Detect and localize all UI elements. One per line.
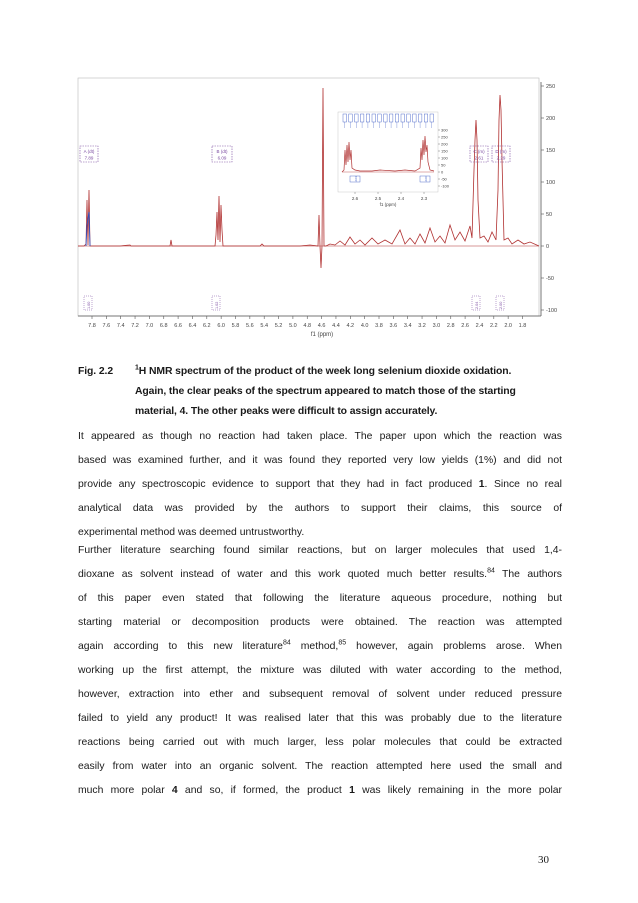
inset-y-tick-label: 100 xyxy=(441,155,448,161)
body-line: provide any spectroscopic evidence to support that they had in fact produced 1. Since no real xyxy=(78,479,562,490)
x-tick-label: 2.2 xyxy=(489,323,498,329)
body-line: of this paper even stated that following the literature aqueous procedure, nothing but xyxy=(78,593,562,604)
inset-y-tick-label: 150 xyxy=(441,148,448,154)
svg-text:1.02: 1.02 xyxy=(215,301,219,309)
x-tick-label: 7.6 xyxy=(102,323,111,329)
integral-box-c xyxy=(472,296,480,310)
inset-x-label: f1 (ppm) xyxy=(379,202,397,207)
x-tick-label: 1.8 xyxy=(518,323,527,329)
x-tick-label: 5.0 xyxy=(289,323,297,329)
x-tick-label: 3.2 xyxy=(418,323,426,329)
svg-text:C (m): C (m) xyxy=(473,149,485,154)
body-line: experimental method was deemed untrustworthy. xyxy=(78,527,305,538)
inset-x-tick-label: 2.3 xyxy=(420,196,428,201)
svg-text:A (dt): A (dt) xyxy=(83,149,95,154)
x-tick-label: 6.0 xyxy=(217,323,225,329)
svg-text:2.61: 2.61 xyxy=(474,155,484,161)
x-tick-label: 5.4 xyxy=(260,323,269,329)
inset-x-tick-label: 2.6 xyxy=(351,196,359,201)
x-tick-label: 5.2 xyxy=(274,323,283,329)
figure-label: Fig. 2.2 xyxy=(78,366,113,377)
page-number: 30 xyxy=(538,854,549,866)
svg-text:6.09: 6.09 xyxy=(217,155,227,161)
x-tick-label: 2.8 xyxy=(446,323,455,329)
body-line: however, extraction into ether and subsequent removal of solvent under reduced pressure xyxy=(78,689,562,700)
nmr-spectrum-figure xyxy=(0,0,638,340)
body-line: working up the first attempt, the mixture was diluted with water according to the method, xyxy=(78,665,562,676)
inset-y-tick-label: 250 xyxy=(441,134,448,140)
peak-label-a xyxy=(80,146,98,162)
svg-text:2.04: 2.04 xyxy=(475,301,479,309)
peak-label-d xyxy=(492,146,510,162)
caption-line-1: $^1$H NMR spectrum of the product of the week long selenium dioxide oxidation. xyxy=(135,364,512,377)
inset-y-tick-label: 200 xyxy=(441,141,448,147)
x-tick-label: 5.6 xyxy=(246,323,254,329)
body-line: reactions being carried out with much larger, less polar molecules that could be extracted xyxy=(78,737,562,748)
x-tick-label: 3.8 xyxy=(375,323,383,329)
x-tick-label: 6.8 xyxy=(159,323,168,329)
body-line: analytical data was provided by the authors to support their claims, this source of xyxy=(78,503,562,514)
inset-y-tick-label: 50 xyxy=(441,162,446,168)
x-tick-label: 2.4 xyxy=(475,323,484,329)
peak-label-c xyxy=(470,146,488,162)
x-tick-label: 5.8 xyxy=(231,323,240,329)
inset-x-axis xyxy=(352,192,428,201)
peak-label-b xyxy=(212,146,232,162)
x-tick-label: 4.4 xyxy=(332,323,340,329)
svg-text:B (dt): B (dt) xyxy=(216,149,228,154)
x-tick-label: 3.6 xyxy=(389,323,398,329)
svg-text:2.00: 2.00 xyxy=(499,301,503,309)
inset-x-tick-label: 2.5 xyxy=(374,196,382,201)
body-line: failed to yield any product! It was realised later that this was probably due to the literature xyxy=(78,713,562,724)
y-tick-label: 250 xyxy=(546,84,556,90)
y-axis-ticks xyxy=(541,84,557,314)
x-tick-label: 4.2 xyxy=(346,323,355,329)
caption-line-3: material, 4. The other peaks were difficult to assign accurately. xyxy=(135,406,438,417)
spectrum-trace xyxy=(78,88,539,268)
x-tick-label: 6.4 xyxy=(188,323,197,329)
inset-x-tick-label: 2.4 xyxy=(397,196,405,201)
plot-frame xyxy=(78,78,539,316)
x-tick-label: 7.0 xyxy=(145,323,154,329)
inset-y-tick-label: -50 xyxy=(441,176,447,182)
x-tick-label: 4.6 xyxy=(317,323,326,329)
svg-text:1.00: 1.00 xyxy=(87,301,91,309)
x-tick-label: 2.0 xyxy=(504,323,512,329)
x-tick-label: 3.4 xyxy=(403,323,412,329)
x-tick-label: 6.2 xyxy=(202,323,211,329)
x-tick-label: 7.4 xyxy=(116,323,125,329)
body-line: dioxane as solvent instead of water and this work quoted much better results.$^{84}$ The authors xyxy=(78,567,562,580)
x-tick-label: 6.6 xyxy=(174,323,182,329)
svg-text:7.89: 7.89 xyxy=(84,155,94,161)
inset-y-tick-label: 300 xyxy=(441,127,448,133)
svg-text:D (m): D (m) xyxy=(495,149,507,154)
x-tick-label: 7.8 xyxy=(88,323,96,329)
x-tick-label: 3.0 xyxy=(432,323,441,329)
inset-y-axis xyxy=(438,128,450,189)
integral-box-d xyxy=(496,296,504,310)
body-line: again according to this new literature$^{84}$ method,$^{85}$ however, again problems arose. When xyxy=(78,639,563,652)
x-axis-ticks xyxy=(88,316,526,329)
body-line: Further literature searching found similar reactions, but on larger molecules that used 1,4- xyxy=(78,545,562,556)
body-line: easily from water into an organic solvent. The reaction attempted here used the small and xyxy=(78,761,562,772)
inset-y-tick-label: 0 xyxy=(441,169,444,175)
svg-text:2.29: 2.29 xyxy=(496,155,506,161)
integral-box-a xyxy=(84,296,92,310)
y-tick-label: 150 xyxy=(546,148,556,154)
svg-text:2.04: 2.04 xyxy=(355,176,358,182)
x-tick-label: 7.2 xyxy=(131,323,139,329)
body-line: based was examined further, and it was found they reported very low yields (1%) and did not xyxy=(78,455,562,466)
y-tick-label: -50 xyxy=(546,276,554,282)
y-tick-label: 100 xyxy=(546,180,556,186)
body-line: much more polar 4 and so, if formed, the product 1 was likely remaining in the more polar xyxy=(78,785,562,796)
y-tick-label: 0 xyxy=(546,244,550,250)
caption-line-2: Again, the clear peaks of the spectrum appeared to match those of the starting xyxy=(135,386,516,397)
inset-y-tick-label: -100 xyxy=(441,183,450,189)
x-tick-label: 4.8 xyxy=(303,323,312,329)
body-line: It appeared as though no reaction had taken place. The paper upon which the reaction was xyxy=(78,431,562,442)
svg-text:2.00: 2.00 xyxy=(425,176,428,182)
x-tick-label: 4.0 xyxy=(360,323,369,329)
y-tick-label: 200 xyxy=(546,116,556,122)
y-tick-label: -100 xyxy=(546,308,558,314)
inset-expansion xyxy=(338,112,450,207)
x-axis-label: f1 (ppm) xyxy=(310,332,334,338)
integral-box-b xyxy=(212,296,220,310)
y-tick-label: 50 xyxy=(546,212,553,218)
x-tick-label: 2.6 xyxy=(461,323,469,329)
body-line: starting material or decomposition products were obtained. The reaction was attempted xyxy=(78,617,562,628)
